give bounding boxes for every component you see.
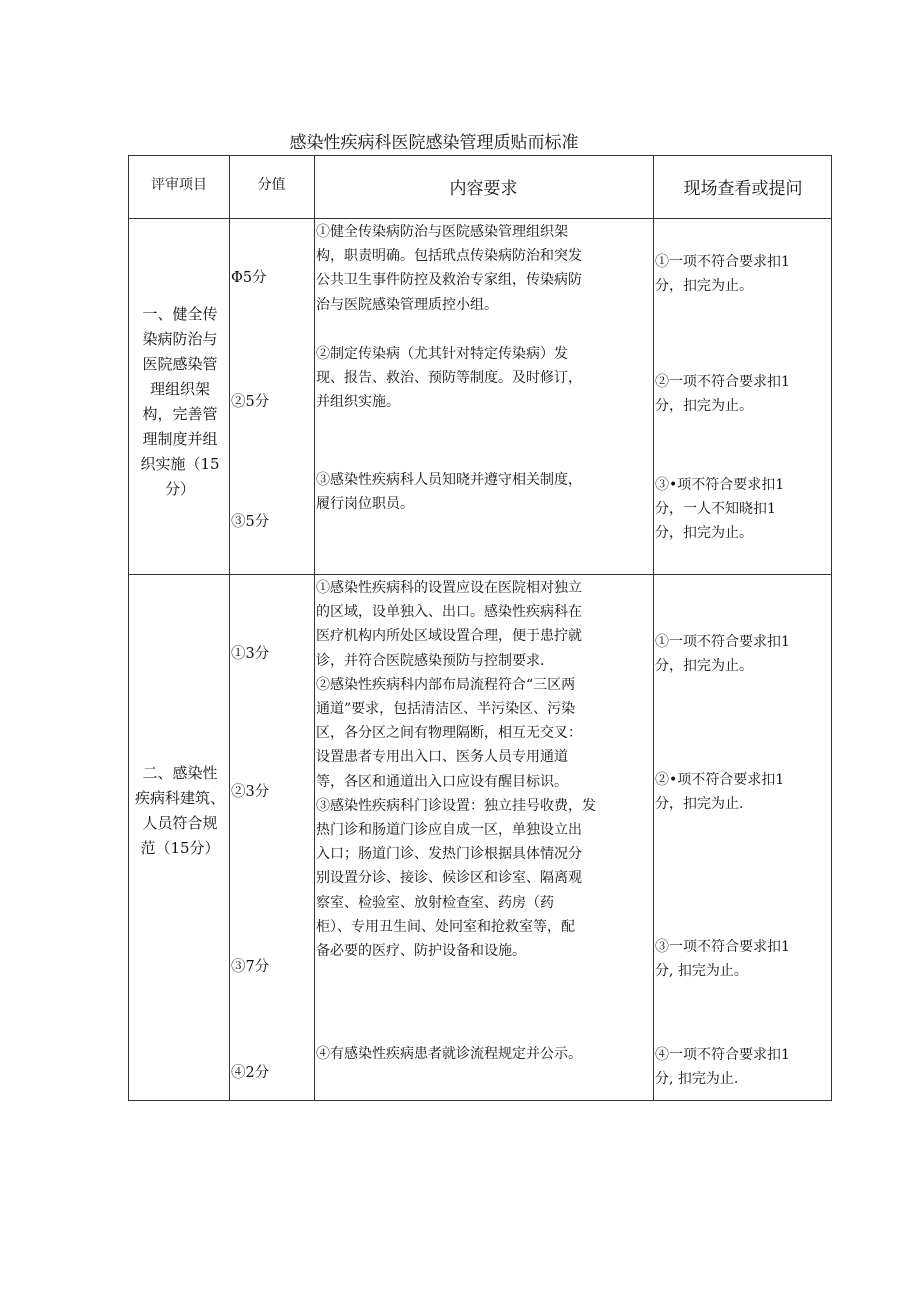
header-score: 分值 <box>257 177 286 193</box>
item-line: 分） <box>164 480 195 498</box>
item-line: 人员符合规 <box>142 814 218 832</box>
section1-score-1: Φ5分 <box>231 270 267 286</box>
content-line: 察室、检验室、放射检查室、药房（药 <box>316 894 554 911</box>
content-line: ③感染性疾病科人员知晓并遵守相关制度， <box>316 472 582 488</box>
check-line: 分，扣完为止. <box>655 796 744 813</box>
content-line: ②感染性疾病科内部布局流程符合“三区两 <box>316 676 576 693</box>
content-line: ①健全传染病防治与医院感染管理组织架 <box>316 224 568 240</box>
content-line: 治与医院感染管理质控小组。 <box>316 296 498 313</box>
check-line: 分，扣完为止。 <box>655 278 753 295</box>
section2-item <box>131 761 229 861</box>
check-line: ①一项不符合要求扣1 <box>655 254 790 270</box>
check-line: ④一项不符合要求扣1 <box>655 1047 790 1063</box>
table-divider <box>129 574 831 575</box>
table-divider <box>229 156 230 1100</box>
section1-item <box>133 302 227 502</box>
section2-score-4: ④2分 <box>231 1065 270 1081</box>
section1-score-3: ③5分 <box>231 514 270 530</box>
item-line: 范（15分） <box>140 839 220 857</box>
section2-content-1 <box>316 576 651 963</box>
content-line: 医疗机构内所处区域设置合理，便于患拧就 <box>316 628 582 645</box>
section1-check-2 <box>655 370 831 418</box>
section2-check-2 <box>655 768 831 816</box>
check-line: 分，扣完为止。 <box>655 658 753 675</box>
item-line: 理组织架 <box>149 380 210 398</box>
content-line: 备必要的医疗、防护设备和设施。 <box>316 943 526 960</box>
item-line: 一、健全传 <box>142 305 218 323</box>
check-line: 分, 扣完为止。 <box>655 963 748 980</box>
content-line: 热门诊和肠道门诊应自成一区，单独设立出 <box>316 822 582 839</box>
item-line: 疾病科建筑、 <box>134 789 225 807</box>
section2-check-4 <box>655 1043 831 1091</box>
content-line: 履行岗位职员。 <box>316 496 414 513</box>
content-line: ③感染性疾病科门诊设置：独立挂号收费，发 <box>316 797 596 814</box>
section1-content-1 <box>316 220 651 317</box>
content-line: 柜）、专用丑生间、处冋室和抢救室等，配 <box>316 918 575 935</box>
content-line: 设置患者专用出入口、医务人员专用通道 <box>316 749 568 766</box>
content-line: 的区域，设单独入、出口。感染性疾病科在 <box>316 604 582 621</box>
item-line: 构，完善管 <box>142 405 218 423</box>
table-divider <box>129 218 831 219</box>
header-item: 评审项目 <box>151 177 207 193</box>
content-line: 诊，并符合医院感染预防与控制要求. <box>316 652 545 669</box>
check-line: ②一项不符合要求扣1 <box>655 374 790 390</box>
content-line: 区，各分区之间有物理隔断，相互无交叉： <box>316 725 582 742</box>
section2-score-1: ①3分 <box>231 646 270 662</box>
content-line: 并组织实施。 <box>316 394 400 411</box>
section2-check-3 <box>655 935 831 983</box>
content-line: ④有感染性疾病患者就诊流程规定并公示。 <box>316 1046 582 1062</box>
section1-check-1 <box>655 250 831 298</box>
table-divider <box>314 156 315 1100</box>
content-line: 等，各区和通道出入口应设有醒目标识。 <box>316 773 568 790</box>
table-divider <box>653 156 654 1100</box>
content-line: 别设置分诊、接诊、候诊区和诊室、隔离观 <box>316 870 582 887</box>
check-line: ③一项不符合要求扣1 <box>655 939 790 955</box>
check-line: ②•项不符合要求扣1 <box>655 772 785 788</box>
check-line: ③•项不符合要求扣1 <box>655 477 785 493</box>
section1-content-2 <box>316 342 651 415</box>
content-line: 通道”要求，包括清洁区、半污染区、污染 <box>316 701 576 718</box>
content-line: 公共卫生事件防控及救治专家组，传染病防 <box>316 272 582 289</box>
check-line: 分, 扣完为止. <box>655 1071 739 1088</box>
standards-table <box>128 155 832 1101</box>
item-line: 理制度并组 <box>142 430 218 448</box>
item-line: 染病防治与 <box>142 330 218 348</box>
header-content: 内容要求 <box>449 179 518 199</box>
content-line: 入口；肠道门诊、发热门诊根据具体情况分 <box>316 846 582 863</box>
section1-score-2: ②5分 <box>231 394 270 410</box>
item-line: 织实施（15 <box>140 455 220 473</box>
content-line: ①感染性疾病科的设置应设在医院相对独立 <box>316 580 582 596</box>
content-line: ②制定传染病（尤其针对特定传染病）发 <box>316 346 568 362</box>
content-line: 现、报告、救治、预防等制度。及时修订， <box>316 370 582 387</box>
content-line: 构，职责明确。包括玳点传染病防治和突发 <box>316 248 582 265</box>
check-line: ①一项不符合要求扣1 <box>655 634 790 650</box>
header-check: 现场查看或提问 <box>683 179 803 199</box>
section1-content-3 <box>316 468 651 516</box>
check-line: 分，一人不知晓扣1 <box>655 501 776 518</box>
section2-score-2: ②3分 <box>231 784 270 800</box>
section2-check-1 <box>655 630 831 678</box>
section1-check-3 <box>655 473 831 546</box>
section2-content-2 <box>316 1042 651 1066</box>
document-title: 感染性疾病科医院感染管理质贴而标准 <box>289 133 579 153</box>
check-line: 分，扣完为止。 <box>655 525 753 542</box>
item-line: 二、感染性 <box>142 764 218 782</box>
item-line: 医院感染管 <box>142 355 218 373</box>
section2-score-3: ③7分 <box>231 959 270 975</box>
check-line: 分，扣完为止。 <box>655 398 753 415</box>
